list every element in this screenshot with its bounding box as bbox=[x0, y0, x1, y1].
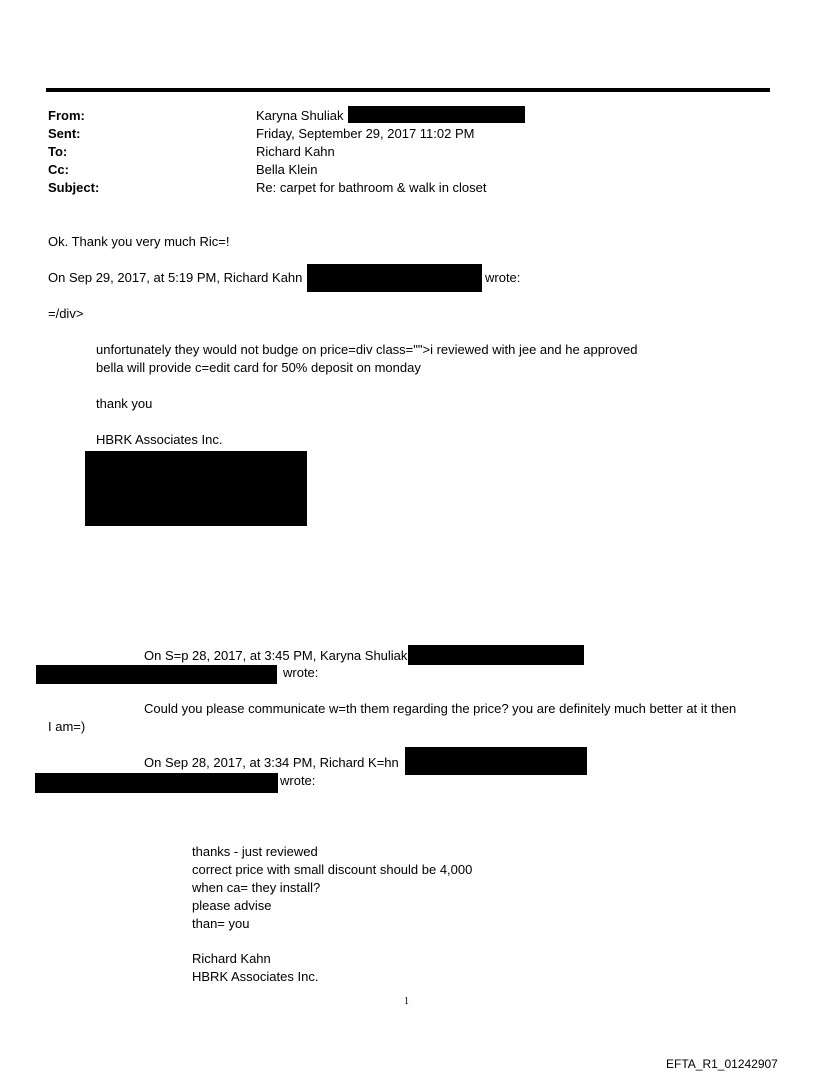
msg2-company: HBRK Associates Inc. bbox=[96, 432, 223, 447]
quote1-intro: On Sep 29, 2017, at 5:19 PM, Richard Kahn bbox=[48, 270, 303, 285]
msg3-line1: Could you please communicate w=th them regarding the price? you are definitely much better at it then bbox=[144, 701, 737, 716]
reply-line: Ok. Thank you very much Ric=! bbox=[48, 234, 230, 249]
subject-value: Re: carpet for bathroom & walk in closet bbox=[256, 180, 487, 195]
msg2-thanks: thank you bbox=[96, 396, 153, 411]
redaction-quote3-email-b bbox=[35, 773, 278, 793]
redaction-quote2-email-b bbox=[36, 665, 277, 684]
subject-label: Subject: bbox=[48, 180, 100, 195]
quote3-intro: On Sep 28, 2017, at 3:34 PM, Richard K=hn bbox=[144, 755, 399, 770]
cc-value: Bella Klein bbox=[256, 162, 318, 177]
to-label: To: bbox=[48, 144, 68, 159]
msg3-line2: I am=) bbox=[48, 719, 86, 734]
from-value: Karyna Shuliak bbox=[256, 108, 344, 123]
msg2-line2: bella will provide c=edit card for 50% deposit on monday bbox=[96, 360, 421, 375]
msg2-line1: unfortunately they would not budge on price=div class="">i reviewed with jee and he approved bbox=[96, 342, 638, 357]
quote2-wrote: wrote: bbox=[283, 665, 319, 680]
msg4-line: please advise bbox=[192, 898, 272, 913]
cc-label: Cc: bbox=[48, 162, 69, 177]
redaction-quote2-email-a bbox=[408, 645, 584, 665]
msg4-line: correct price with small discount should be 4,000 bbox=[192, 862, 473, 877]
page-number: 1 bbox=[404, 996, 409, 1007]
msg4-line: than= you bbox=[192, 916, 250, 931]
sent-label: Sent: bbox=[48, 126, 81, 141]
document-id: EFTA_R1_01242907 bbox=[666, 1057, 778, 1071]
div-close-text: =/div> bbox=[48, 306, 84, 321]
header-rule bbox=[46, 88, 770, 92]
redaction-quote1-email bbox=[307, 264, 482, 292]
from-label: From: bbox=[48, 108, 85, 123]
to-value: Richard Kahn bbox=[256, 144, 335, 159]
redaction-from-email bbox=[348, 106, 525, 123]
quote1-wrote: wrote: bbox=[485, 270, 521, 285]
quote2-intro: On S=p 28, 2017, at 3:45 PM, Karyna Shuliak bbox=[144, 648, 408, 663]
signature-company: HBRK Associates Inc. bbox=[192, 969, 319, 984]
redaction-quote3-email-a bbox=[405, 747, 587, 775]
msg4-line: thanks - just reviewed bbox=[192, 844, 318, 859]
signature-name: Richard Kahn bbox=[192, 951, 271, 966]
redaction-signature-block bbox=[85, 451, 307, 526]
msg4-line: when ca= they install? bbox=[192, 880, 321, 895]
sent-value: Friday, September 29, 2017 11:02 PM bbox=[256, 126, 475, 141]
quote3-wrote: wrote: bbox=[280, 773, 316, 788]
